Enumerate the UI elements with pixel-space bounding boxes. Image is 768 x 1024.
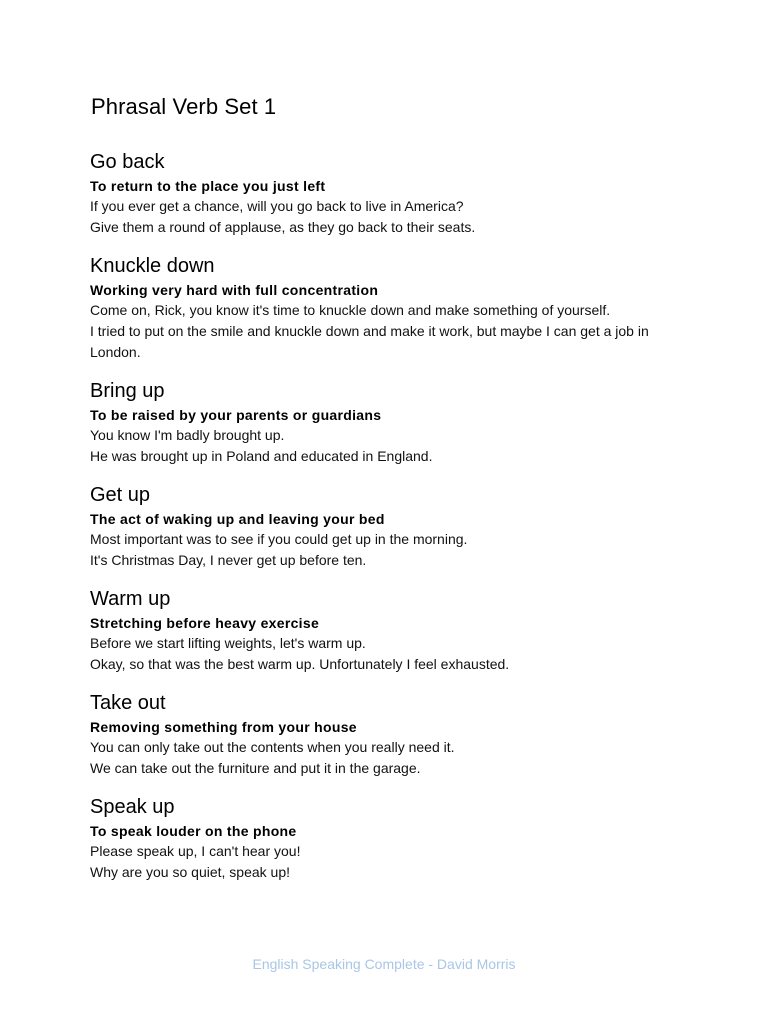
example-sentence: You can only take out the contents when you really need it.: [90, 739, 455, 755]
phrasal-verb-entry: [90, 481, 690, 571]
phrasal-verb-definition: Stretching before heavy exercise: [90, 615, 320, 631]
example-sentence: Why are you so quiet, speak up!: [90, 864, 290, 880]
example-sentence: It's Christmas Day, I never get up before ten.: [90, 552, 367, 568]
phrasal-verb-heading: Knuckle down: [90, 255, 215, 277]
example-sentence: He was brought up in Poland and educated in England.: [90, 448, 433, 464]
example-sentence: We can take out the furniture and put it in the garage.: [90, 760, 421, 776]
phrasal-verb-entry: [90, 793, 690, 883]
phrasal-verb-heading: Go back: [90, 151, 165, 173]
example-sentence: Come on, Rick, you know it's time to knuckle down and make something of yourself.: [90, 302, 611, 318]
phrasal-verb-heading: Bring up: [90, 380, 165, 402]
example-sentence: Before we start lifting weights, let's warm up.: [90, 635, 366, 651]
phrasal-verb-definition: To return to the place you just left: [90, 178, 326, 194]
phrasal-verb-heading: Get up: [90, 484, 151, 506]
phrasal-verb-heading: Take out: [90, 692, 166, 714]
phrasal-verb-definition: Removing something from your house: [90, 719, 357, 735]
example-sentence: Give them a round of applause, as they go back to their seats.: [90, 219, 476, 235]
phrasal-verb-entry: [90, 585, 690, 675]
phrasal-verb-definition: The act of waking up and leaving your bed: [90, 511, 385, 527]
example-sentence: Please speak up, I can't hear you!: [90, 843, 301, 859]
phrasal-verb-heading: Warm up: [90, 588, 171, 610]
example-sentence: You know I'm badly brought up.: [90, 427, 285, 443]
example-sentence: Okay, so that was the best warm up. Unfortunately I feel exhausted.: [90, 656, 510, 672]
phrasal-verb-list: [90, 148, 690, 897]
phrasal-verb-definition: Working very hard with full concentration: [90, 282, 379, 298]
example-sentence: I tried to put on the smile and knuckle down and make it work, but maybe I can get a job in London.: [90, 323, 649, 360]
phrasal-verb-heading: Speak up: [90, 796, 175, 818]
page-footer: English Speaking Complete - David Morris: [252, 956, 516, 972]
example-sentence: If you ever get a chance, will you go back to live in America?: [90, 198, 464, 214]
phrasal-verb-entry: [90, 377, 690, 467]
phrasal-verb-entry: [90, 148, 690, 238]
page-title: Phrasal Verb Set 1: [91, 94, 277, 119]
phrasal-verb-definition: To be raised by your parents or guardians: [90, 407, 382, 423]
phrasal-verb-entry: [90, 252, 690, 363]
phrasal-verb-entry: [90, 689, 690, 779]
example-sentence: Most important was to see if you could get up in the morning.: [90, 531, 468, 547]
phrasal-verb-definition: To speak louder on the phone: [90, 823, 297, 839]
